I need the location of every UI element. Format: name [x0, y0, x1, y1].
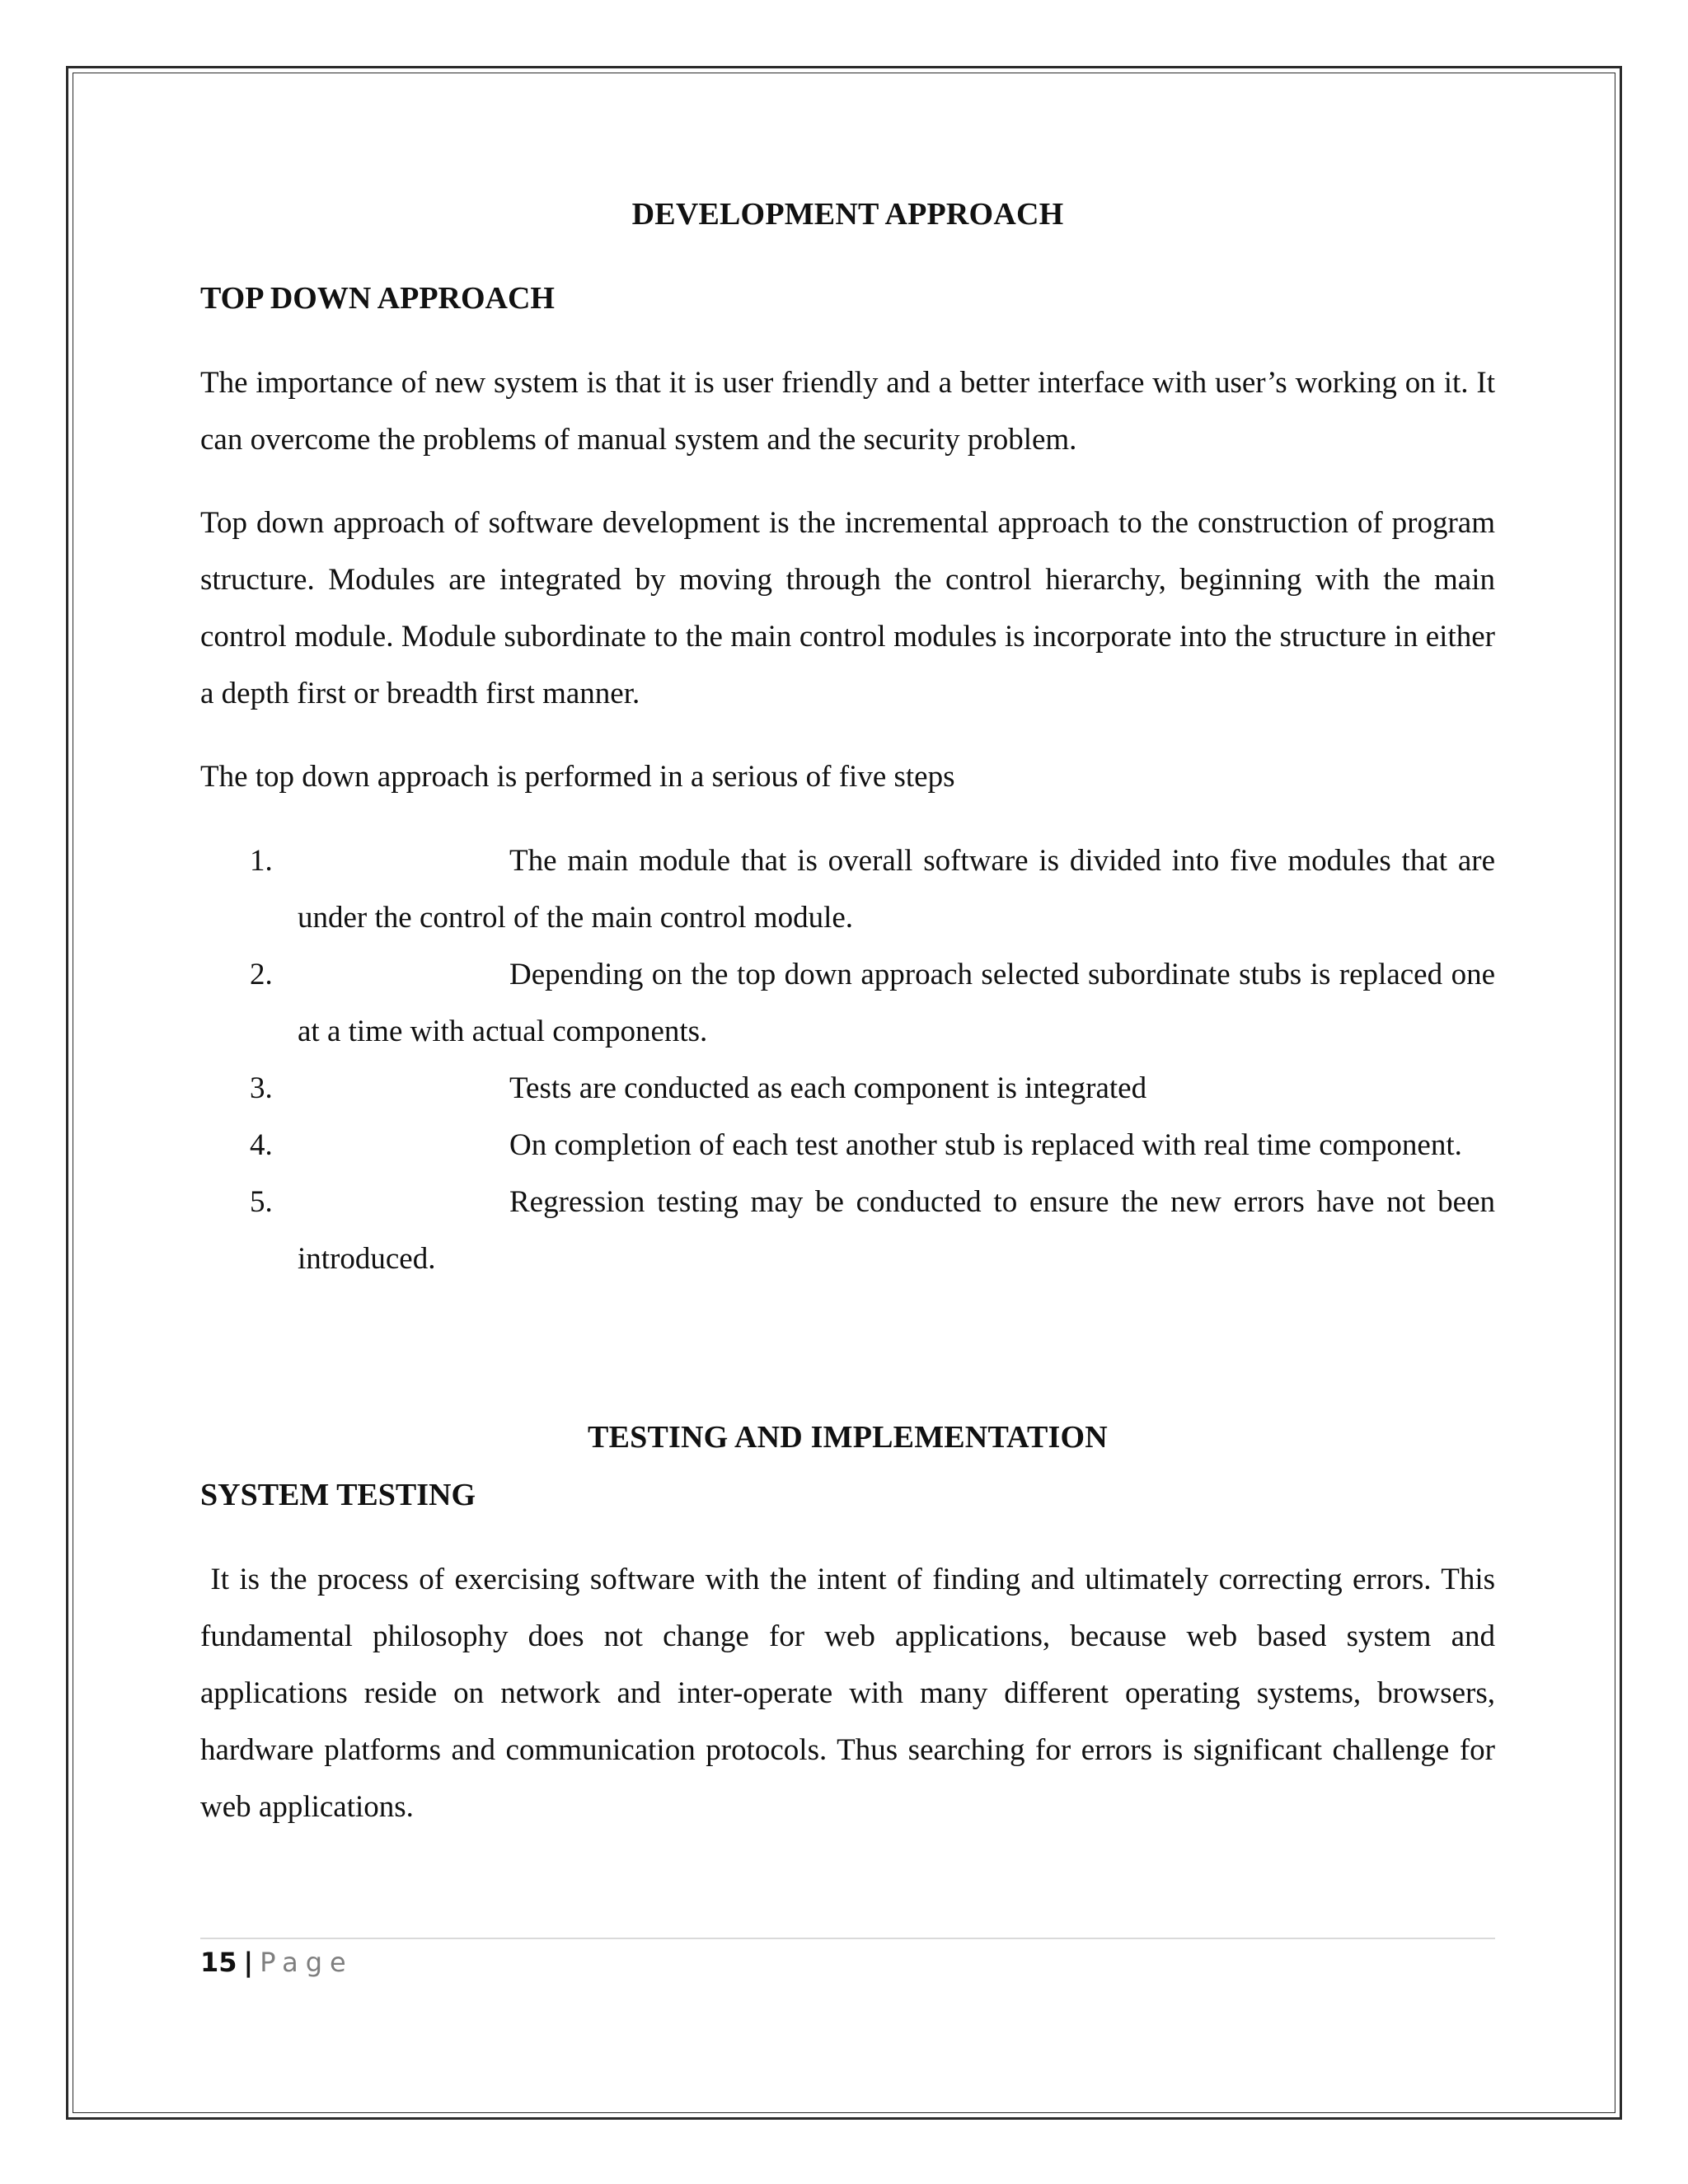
paragraph-system-testing: It is the process of exercising software with the intent of finding and ultimately correcting errors. This fundamental philosophy does not change for web applications, because web based system and applications reside on network and inter-operate with many different operating systems, browsers, hardware platforms and communication protocols. Thus searching for errors is significant challenge for web applications. [200, 1563, 1503, 1824]
list-item [200, 1060, 1495, 1117]
paragraph-top-down-definition: Top down approach of software development is the incremental approach to the construction of program structure. Modules are integrated by moving through the control hierarchy, beginning with the main control module. Module subordinate to the main control modules is incorporate into the structure in either a depth first or breadth first manner. [200, 506, 1495, 710]
list-item-text: Regression testing may be conducted to ensure the new errors have not been introduced. [298, 1185, 1495, 1276]
list-item-text: Depending on the top down approach selected subordinate stubs is replaced one at a time with actual components. [298, 958, 1495, 1048]
footer-rule [200, 1938, 1495, 1939]
list-item-number: 3. [250, 1071, 273, 1105]
list-item [200, 946, 1495, 1060]
section-title-testing-implementation: TESTING AND IMPLEMENTATION [588, 1420, 1108, 1455]
footer-separator: | [243, 1947, 254, 1978]
list-item-text: The main module that is overall software is divided into five modules that are under the control of the main control module. [298, 844, 1495, 935]
section-title-development-approach: DEVELOPMENT APPROACH [631, 197, 1064, 232]
page-number: 15 [200, 1947, 237, 1978]
list-item-text: On completion of each test another stub is replaced with real time component. [509, 1128, 1462, 1162]
subheading-top-down-approach: TOP DOWN APPROACH [200, 281, 555, 316]
page-footer [200, 1947, 354, 1978]
list-item-number: 4. [250, 1128, 273, 1162]
list-item-number: 1. [250, 844, 273, 878]
subheading-system-testing: SYSTEM TESTING [200, 1478, 476, 1512]
list-item-text: Tests are conducted as each component is integrated [509, 1071, 1147, 1105]
list-item [200, 1117, 1495, 1174]
list-item [200, 1174, 1495, 1287]
list-item [200, 832, 1495, 946]
page-label: Page [260, 1947, 354, 1978]
list-item-number: 2. [250, 958, 273, 991]
steps-list [200, 832, 1495, 1287]
list-item-number: 5. [250, 1185, 273, 1219]
paragraph-five-steps-intro: The top down approach is performed in a serious of five steps [200, 760, 955, 794]
paragraph-importance: The importance of new system is that it is user friendly and a better interface with user’s working on it. It can overcome the problems of manual system and the security problem. [200, 366, 1495, 457]
